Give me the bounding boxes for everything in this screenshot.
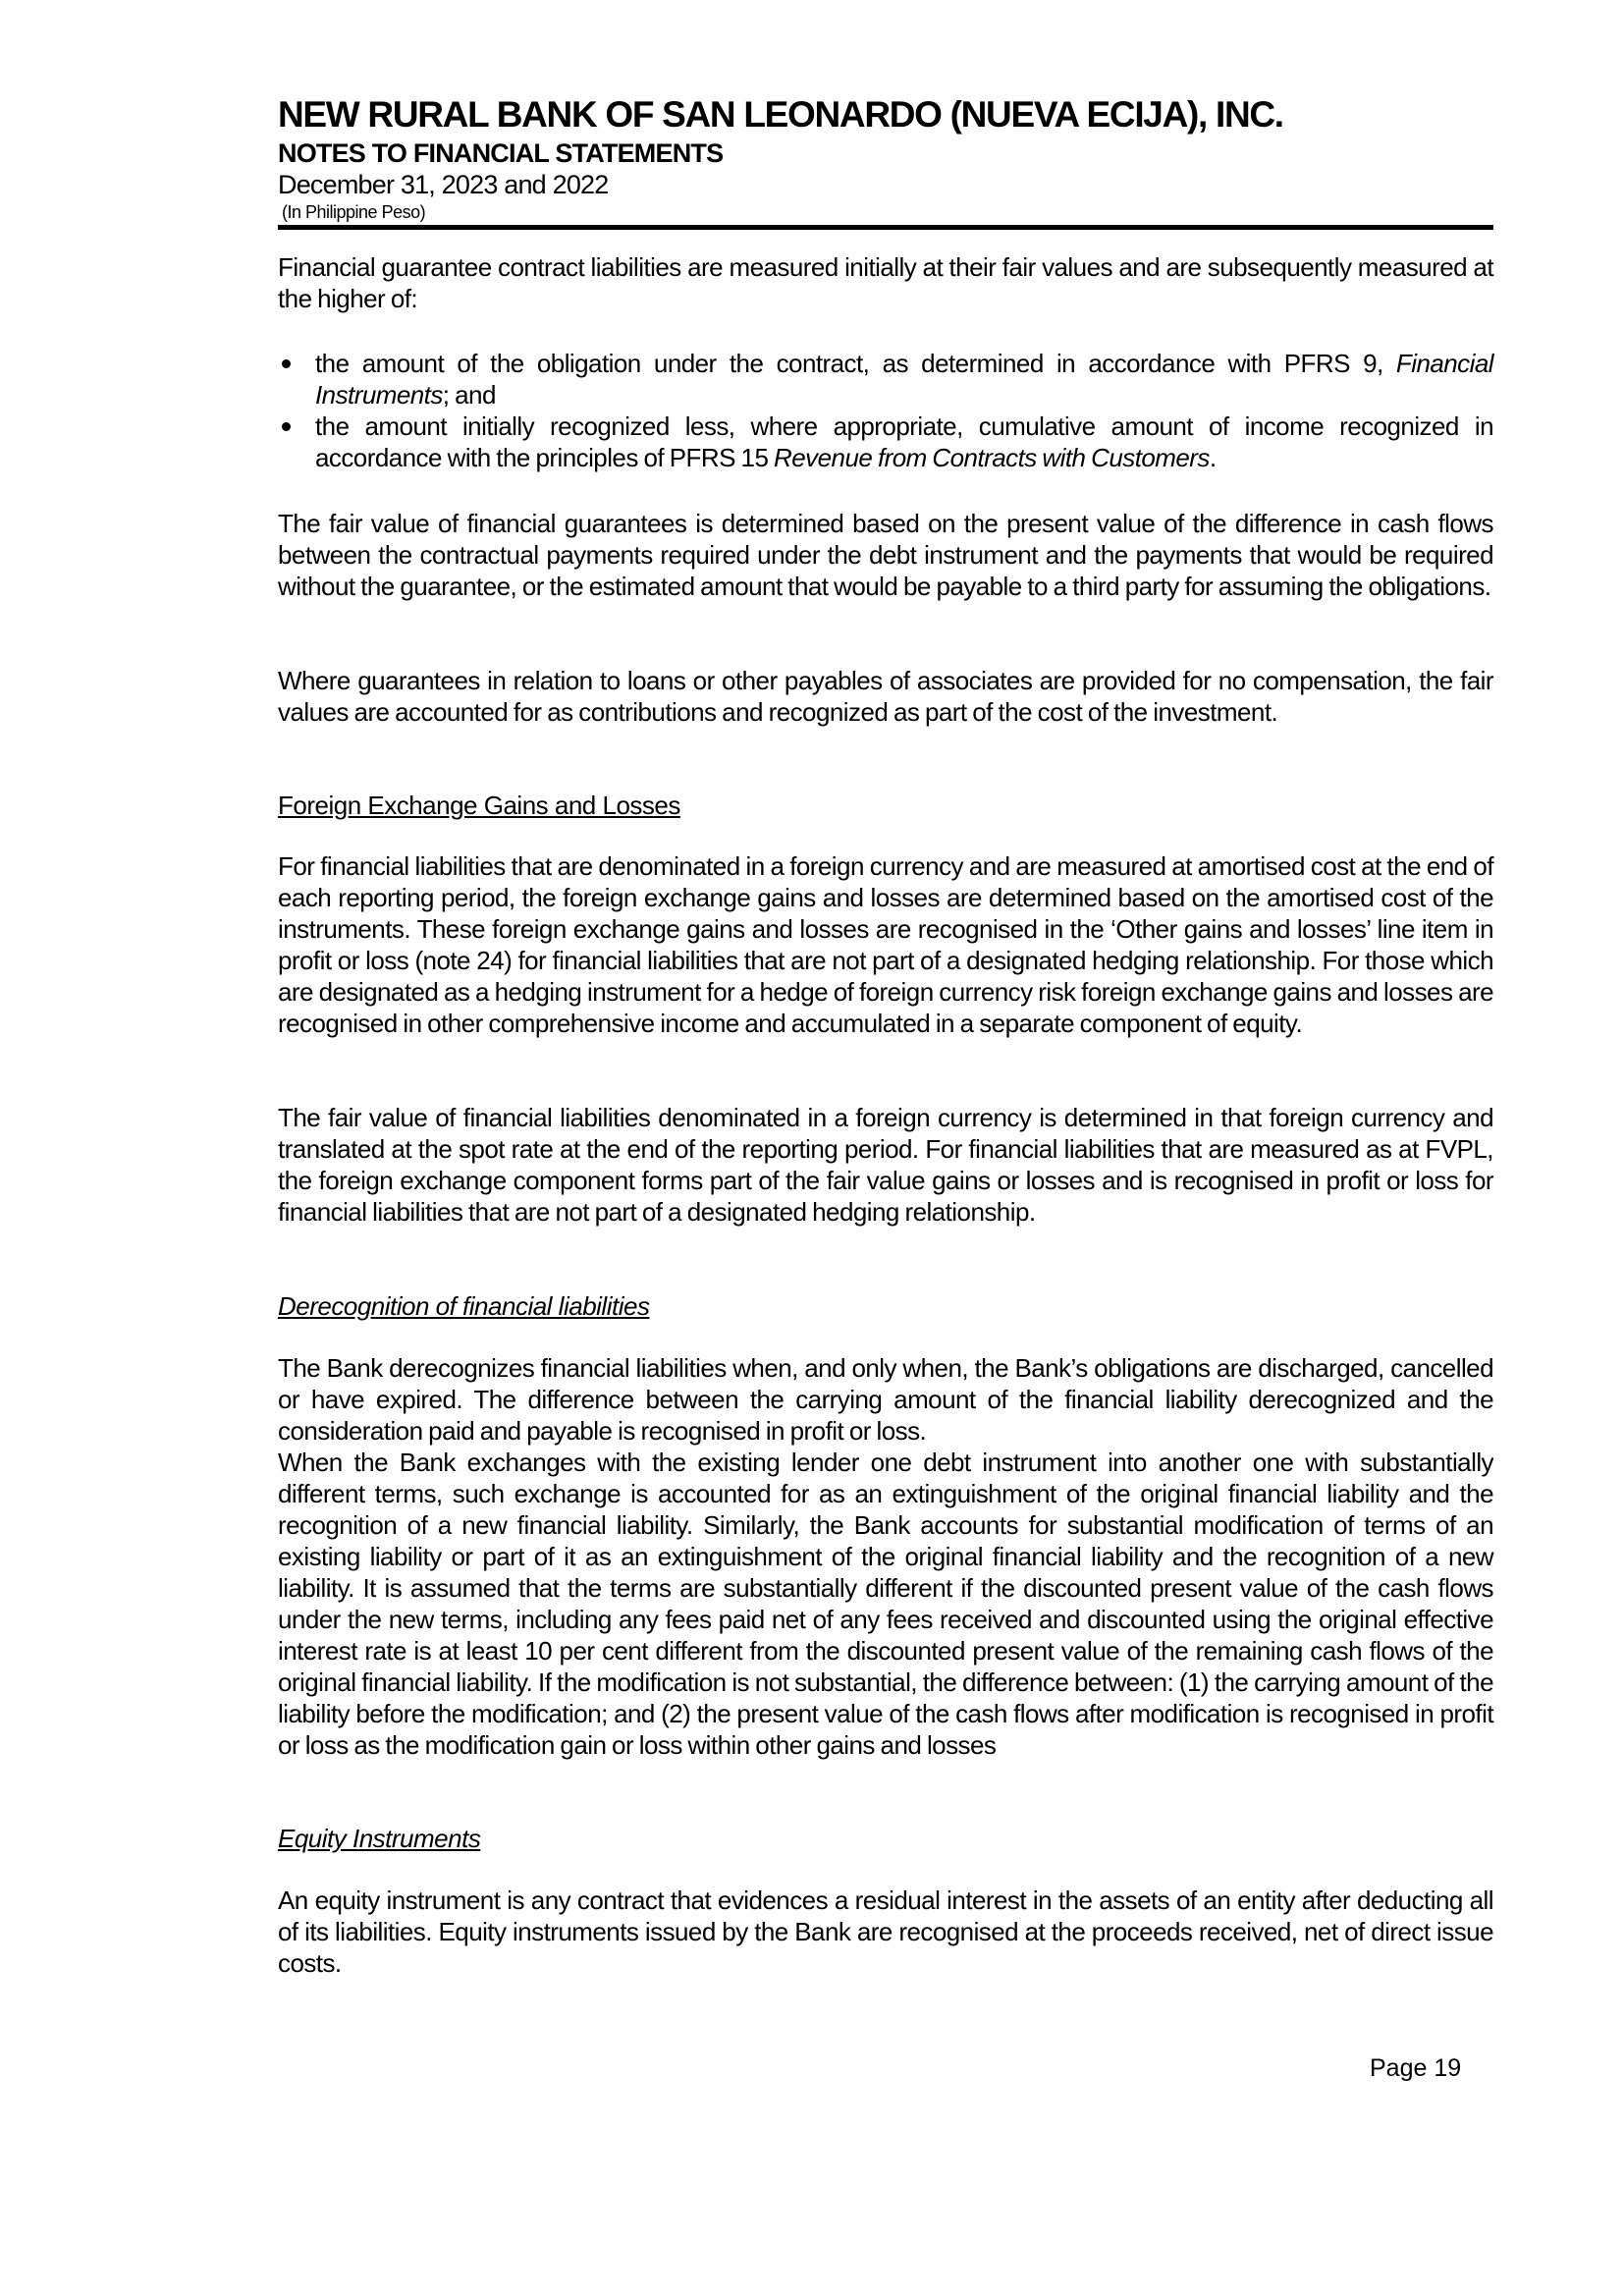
- fx-paragraph-1: For financial liabilities that are denominated in a foreign currency and are measured at amortised cost at the end of each reporting period, the foreign exchange gains and losses are determined based on the amortised cost of the instruments. These foreign exchange gains and losses are recognised in the ‘Other gains and losses’ line item in profit or loss (note 24) for financial liabilities that are not part of a designated hedging relationship. For those which are designated as a hedging instrument for a hedge of foreign currency risk foreign exchange gains and losses are recognised in other comprehensive income and accumulated in a separate component of equity.: [278, 851, 1493, 1038]
- company-name: NEW RURAL BANK OF SAN LEONARDO (NUEVA ECIJA), INC.: [278, 94, 1283, 135]
- section-heading-equity-instruments: Equity Instruments: [278, 1824, 481, 1853]
- fair-value-guarantees-paragraph: The fair value of financial guarantees is determined based on the present value of the difference in cash flows between the contractual payments required under the debt instrument and the payments that would be required without the guarantee, or the estimated amount that would be payable to a third party for assuming the obligations.: [278, 509, 1493, 601]
- fx-paragraph-2: The fair value of financial liabilities denominated in a foreign currency is determined in that foreign currency and translated at the spot rate at the end of the reporting period. For financial liabilities that are measured as at FVPL, the foreign exchange component forms part of the fair value gains or losses and is recognised in profit or loss for financial liabilities that are not part of a designated hedging relationship.: [278, 1103, 1493, 1227]
- currency-note: (In Philippine Peso): [282, 202, 426, 222]
- bullet-icon: [282, 422, 291, 431]
- reporting-period: December 31, 2023 and 2022: [278, 170, 609, 199]
- bullet-text: the amount of the obligation under the contract, as determined in accordance with PFRS 9,: [315, 349, 1396, 378]
- section-heading-foreign-exchange: Foreign Exchange Gains and Losses: [278, 791, 680, 820]
- bullet-text: the amount initially recognized less, where appropriate, cumulative amount of income recognized in accordance with the principles of PFRS 15: [315, 411, 1493, 472]
- bullet-italic-term: Financial Instruments: [315, 349, 1493, 410]
- intro-paragraph: Financial guarantee contract liabilities are measured initially at their fair values and are subsequently measured at the higher of:: [278, 252, 1493, 313]
- guarantees-associates-paragraph: Where guarantees in relation to loans or other payables of associates are provided for no compensation, the fair values are accounted for as contributions and recognized as part of the cost of the investment.: [278, 666, 1493, 727]
- bullet-item: [278, 410, 1493, 473]
- derecognition-paragraph-1: The Bank derecognizes financial liabilities when, and only when, the Bank’s obligations are discharged, cancelled or have expired. The difference between the carrying amount of the financial liability derecognized and the consideration paid and payable is recognised in profit or loss.: [278, 1353, 1493, 1446]
- bullet-icon: [282, 359, 291, 368]
- derecognition-paragraph-2: When the Bank exchanges with the existing lender one debt instrument into another one with substantially different terms, such exchange is accounted for as an extinguishment of the original financial liability and the recognition of a new financial liability. Similarly, the Bank accounts for substantial modification of terms of an existing liability or part of it as an extinguishment of the original financial liability and the recognition of a new liability. It is assumed that the terms are substantially different if the discounted present value of the cash flows under the new terms, including any fees paid net of any fees received and discounted using the original effective interest rate is at least 10 per cent different from the discounted present value of the remaining cash flows of the original financial liability. If the modification is not substantial, the difference between: (1) the carrying amount of the liability before the modification; and (2) the present value of the cash flows after modification is recognised in profit or loss as the modification gain or loss within other gains and losses: [278, 1448, 1493, 1760]
- header-rule: [278, 225, 1493, 230]
- section-heading-derecognition: Derecognition of financial liabilities: [278, 1291, 650, 1321]
- measurement-bullet-list: [278, 348, 1493, 473]
- bullet-text-end: ; and: [442, 380, 496, 410]
- document-title: NOTES TO FINANCIAL STATEMENTS: [278, 138, 724, 168]
- bullet-italic-term: Revenue from Contracts with Customers: [774, 443, 1210, 472]
- bullet-text-end: .: [1209, 443, 1217, 472]
- bullet-item: [278, 348, 1493, 410]
- page-number: Page 19: [1370, 2054, 1462, 2082]
- equity-paragraph: An equity instrument is any contract that evidences a residual interest in the assets of an entity after deducting all of its liabilities. Equity instruments issued by the Bank are recognised at the proceeds received, net of direct issue costs.: [278, 1885, 1493, 1978]
